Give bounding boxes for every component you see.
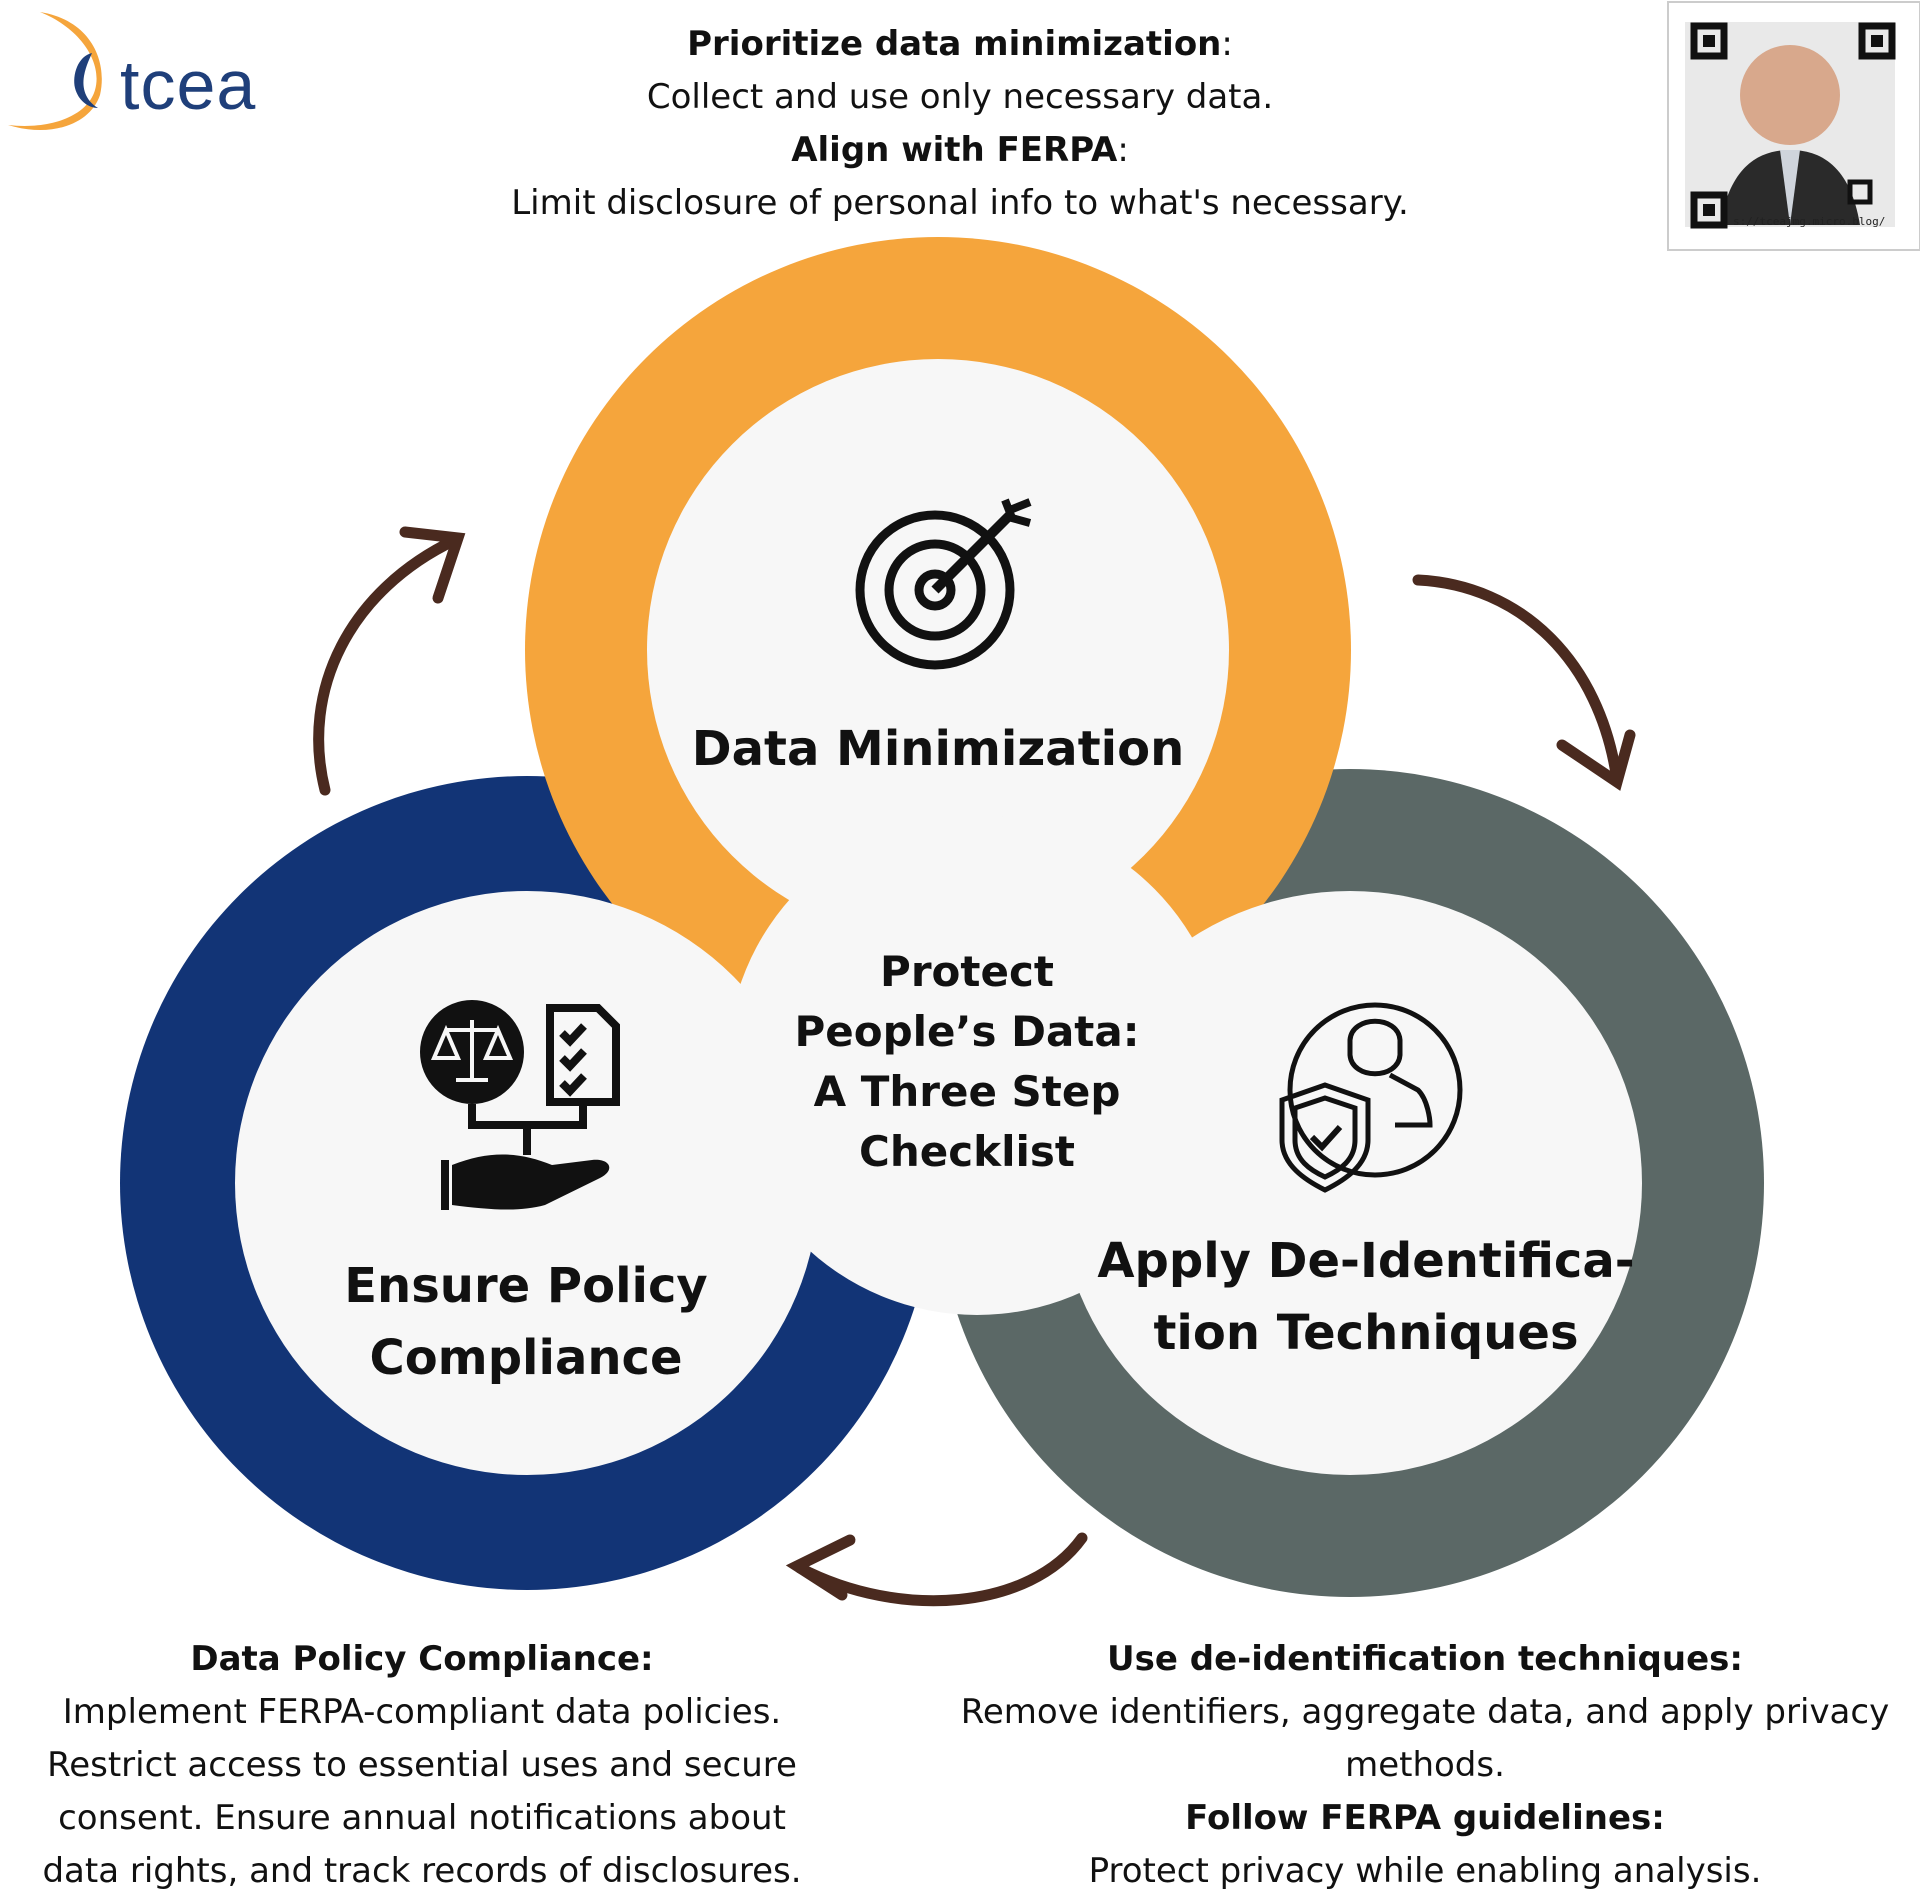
top-info-heading2: Align with FERPA [791,130,1118,170]
tcea-logo: tcea [120,46,257,124]
top-info-line3 [360,124,1560,177]
bottom-left-line: Implement FERPA-compliant data policies. [62,1692,782,1732]
center-title [717,942,1217,1182]
arrow-bottom-left [797,1538,1082,1601]
top-info-line1 [360,18,1560,71]
qr-code [1668,2,1920,250]
top-info-heading1: Prioritize data minimization [687,24,1222,64]
arrow-right-down [1418,580,1630,782]
left-circle-label-line2: Compliance [369,1330,683,1386]
top-info-line4: Limit disclosure of personal info to what's necessary. [511,183,1409,223]
bottom-left-heading: Data Policy Compliance: [190,1639,654,1679]
right-circle-label-line2: tion Techniques [1153,1305,1579,1361]
bottom-right-line2: methods. [1345,1745,1505,1785]
bottom-right-line1: Remove identifiers, aggregate data, and apply privacy [960,1692,1890,1732]
left-circle-label [226,1250,826,1394]
center-title-line3: A Three Step [813,1067,1121,1116]
top-info-line2: Collect and use only necessary data. [646,77,1274,117]
right-circle-label-line1: Apply De-Identifica- [1097,1233,1635,1289]
center-title-line2: People’s Data: [794,1007,1140,1056]
bottom-left-info [22,1633,822,1898]
bottom-right-heading2: Follow FERPA guidelines: [1185,1798,1665,1838]
qr-caption: s://tceajmg.micro.blog/ [1733,215,1886,228]
bottom-right-info [940,1633,1910,1898]
top-circle-label: Data Minimization [691,721,1185,777]
right-circle-label [1066,1225,1666,1369]
top-info-heading2-suffix: : [1117,130,1129,170]
bottom-right-line3: Protect privacy while enabling analysis. [1088,1851,1762,1891]
center-title-line1: Protect [880,947,1054,996]
top-info [360,18,1560,230]
bottom-left-line: Restrict access to essential uses and secure [47,1745,797,1785]
top-info-heading1-suffix: : [1221,24,1233,64]
arrow-left-up [319,532,458,790]
bottom-right-heading1: Use de-identification techniques: [1107,1639,1743,1679]
tcea-logo-swoosh [8,12,102,130]
bottom-left-line: data rights, and track records of disclosures. [42,1851,802,1891]
left-circle-label-line1: Ensure Policy [344,1258,708,1314]
bottom-left-line: consent. Ensure annual notifications about [58,1798,786,1838]
center-title-line4: Checklist [859,1127,1075,1176]
